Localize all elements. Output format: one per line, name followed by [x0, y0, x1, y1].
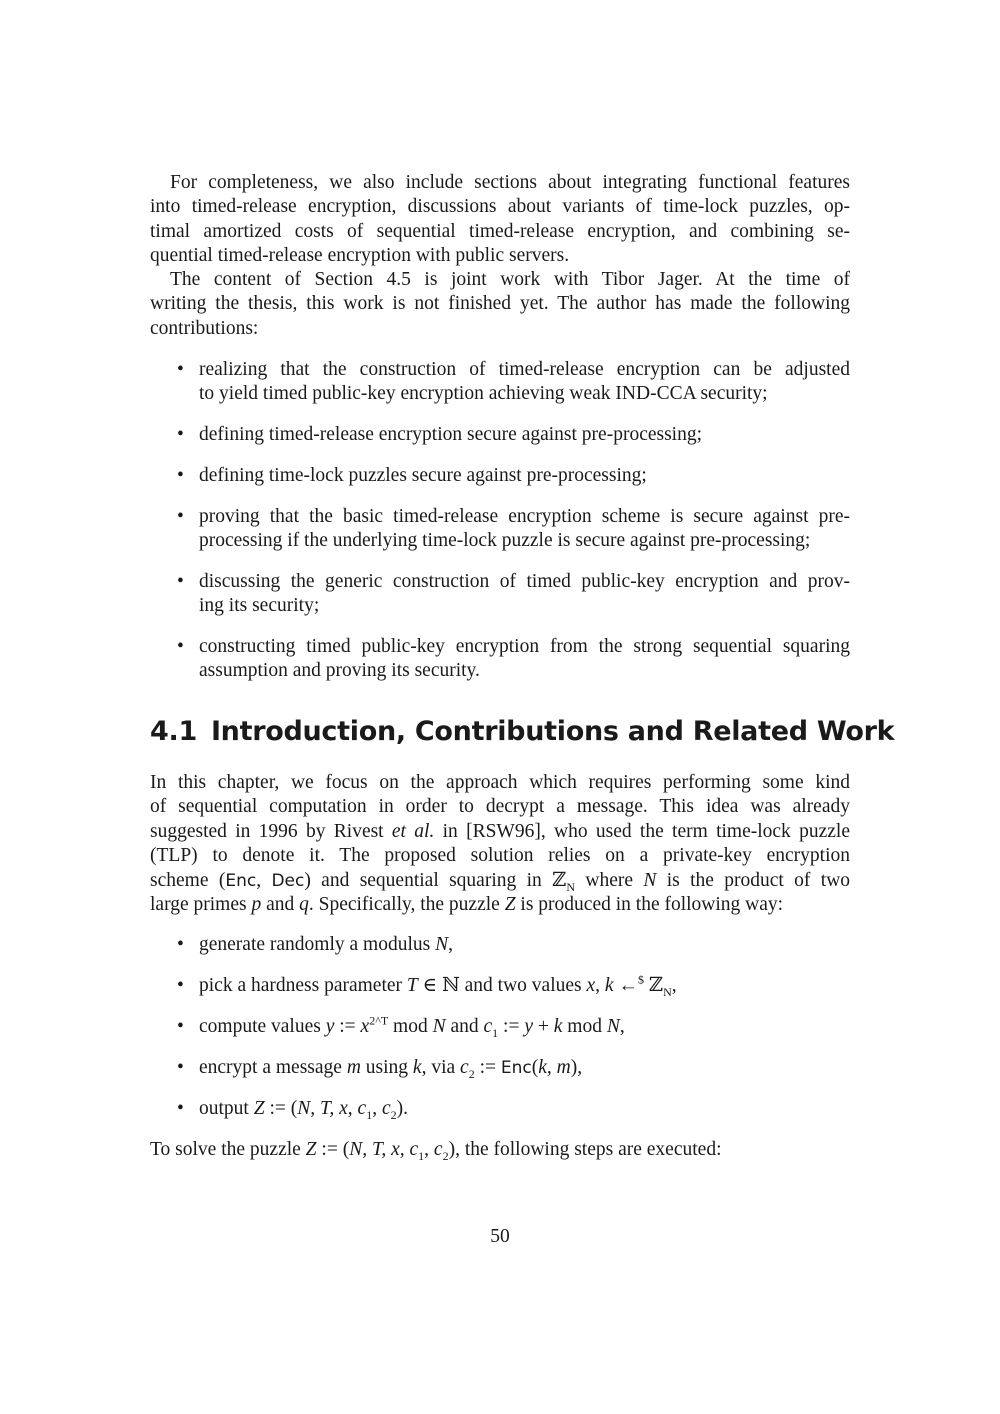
- math-fragment: m: [346, 1057, 361, 1078]
- intro-paragraph-1: [150, 171, 850, 269]
- list-item: [150, 933, 850, 957]
- bullet-icon: •: [177, 359, 184, 380]
- text-line: discussing the generic construction of timed public-key encryption and prov-: [199, 571, 850, 592]
- math-fragment: 2: [390, 1107, 397, 1122]
- math-fragment: Z: [305, 1139, 317, 1160]
- bullet-icon: •: [177, 975, 184, 996]
- list-item: [150, 423, 850, 447]
- list-item-text: [199, 505, 850, 554]
- text-fragment: is the product of two: [656, 869, 851, 891]
- text-fragment: and: [445, 1016, 484, 1037]
- text-fragment: large primes: [150, 893, 252, 915]
- intro-paragraph-2: [150, 268, 850, 341]
- math-fragment: N, T, x, c: [349, 1139, 419, 1160]
- text-fragment: (TLP) to denote it. The proposed solution relies on a private-key encryption: [150, 845, 850, 867]
- text-fragment: ,: [256, 869, 272, 891]
- math-fragment: 2: [442, 1148, 449, 1163]
- text-line: [199, 1056, 850, 1080]
- text-fragment: := (: [264, 1098, 298, 1119]
- algorithm-name: Dec: [271, 870, 305, 891]
- section-heading: [150, 716, 894, 747]
- algorithm-name: Enc: [500, 1058, 532, 1078]
- list-item: [150, 570, 850, 619]
- text-line: [150, 844, 850, 868]
- list-item-text: [199, 464, 850, 488]
- text-line: proving that the basic timed-release encryption scheme is secure against pre-: [199, 506, 850, 527]
- bullet-icon: •: [177, 1098, 184, 1119]
- list-item-text: [199, 423, 850, 447]
- bullet-icon: •: [177, 636, 184, 657]
- text-fragment: :=: [334, 1016, 361, 1037]
- text-fragment: ) and sequential squaring in ℤ: [304, 869, 567, 891]
- text-line: assumption and proving its security.: [199, 660, 480, 682]
- text-fragment: scheme (: [150, 869, 226, 891]
- text-line: contributions:: [150, 317, 259, 339]
- text-fragment: ←: [613, 975, 638, 996]
- list-item-text: [199, 635, 850, 684]
- math-fragment: c: [381, 1098, 391, 1119]
- text-line: constructing timed public-key encryption from the strong sequential squaring: [199, 636, 850, 657]
- math-fragment: N: [606, 1016, 620, 1037]
- section-paragraph: [150, 771, 850, 917]
- text-line: into timed-release encryption, discussions about variants of time-lock puzzles, op-: [150, 196, 850, 218]
- text-fragment: . Specifically, the puzzle: [308, 893, 505, 915]
- text-line: [150, 893, 850, 917]
- bullet-icon: •: [177, 934, 184, 955]
- math-fragment: k: [412, 1057, 422, 1078]
- text-line: defining timed-release encryption secure against pre-processing;: [199, 424, 703, 445]
- text-fragment: of sequential computation in order to decrypt a message. This idea was already: [150, 796, 850, 818]
- text-fragment: where: [575, 869, 644, 891]
- math-fragment: $: [637, 972, 644, 987]
- text-fragment: and: [261, 893, 300, 915]
- math-fragment: N: [566, 879, 576, 894]
- math-fragment: N, T, x, c: [297, 1098, 367, 1119]
- math-fragment: c: [460, 1057, 469, 1078]
- text-fragment: ℤ: [643, 975, 664, 996]
- bullet-icon: •: [177, 465, 184, 486]
- list-item: [150, 974, 850, 998]
- text-fragment: ),: [570, 1057, 583, 1078]
- page-number: 50: [490, 1226, 510, 1247]
- math-fragment: 1: [492, 1025, 499, 1040]
- text-fragment: is produced in the following way:: [515, 893, 784, 915]
- text-line: writing the thesis, this work is not finished yet. The author has made the following: [150, 293, 850, 315]
- list-item-text: [199, 1056, 850, 1080]
- text-line: [199, 1097, 850, 1121]
- math-fragment: N: [643, 869, 657, 891]
- text-fragment: ∈ ℕ and two values: [417, 975, 587, 996]
- list-item: [150, 1097, 850, 1121]
- text-line: [150, 1138, 850, 1162]
- text-fragment: To solve the puzzle: [150, 1139, 306, 1160]
- closing-paragraph: [150, 1138, 850, 1162]
- text-line: [150, 771, 850, 795]
- text-fragment: := (: [316, 1139, 350, 1160]
- math-fragment: Z: [504, 893, 516, 915]
- math-fragment: T: [406, 975, 418, 996]
- text-line: defining time-lock puzzles secure against pre-processing;: [199, 465, 647, 486]
- math-fragment: 2: [468, 1066, 475, 1081]
- text-line: [150, 869, 850, 893]
- math-fragment: k: [553, 1016, 563, 1037]
- bullet-icon: •: [177, 1016, 184, 1037]
- math-fragment: Z: [253, 1098, 265, 1119]
- text-fragment: ), the following steps are executed:: [448, 1139, 722, 1160]
- text-fragment: ).: [396, 1098, 408, 1119]
- text-fragment: encrypt a message: [199, 1057, 347, 1078]
- section-title: Introduction, Contributions and Related Work: [210, 716, 895, 747]
- math-fragment: x: [360, 1016, 370, 1037]
- text-line: [199, 933, 850, 957]
- list-item-text: [199, 1097, 850, 1121]
- bullet-icon: •: [177, 506, 184, 527]
- text-fragment: :=: [474, 1057, 501, 1078]
- text-line: to yield timed public-key encryption achieving weak IND-CCA security;: [199, 383, 768, 405]
- list-item-text: [199, 974, 850, 998]
- algorithm-name: Enc: [225, 870, 257, 891]
- text-line: ing its security;: [199, 595, 320, 617]
- math-fragment: 2^T: [369, 1013, 389, 1028]
- math-fragment: x, k: [586, 975, 614, 996]
- math-fragment: p: [251, 893, 262, 915]
- text-line: quential timed-release encryption with public servers.: [150, 245, 570, 267]
- list-item-text: [199, 358, 850, 407]
- text-fragment: compute values: [199, 1016, 326, 1037]
- text-fragment: pick a hardness parameter: [199, 975, 407, 996]
- math-fragment: k, m: [538, 1057, 571, 1078]
- text-fragment: , via: [421, 1057, 461, 1078]
- text-fragment: generate randomly a modulus: [199, 934, 436, 955]
- list-item-text: [199, 933, 850, 957]
- text-fragment: ,: [619, 1016, 625, 1037]
- math-fragment: c: [433, 1139, 443, 1160]
- text-line: realizing that the construction of timed-release encryption can be adjusted: [199, 359, 850, 380]
- math-fragment: N: [435, 934, 449, 955]
- text-fragment: :=: [498, 1016, 525, 1037]
- text-fragment: in [RSW96], who used the term time-lock puzzle: [434, 820, 850, 842]
- math-fragment: y: [325, 1016, 335, 1037]
- text-line: [150, 795, 850, 819]
- text-fragment: suggested in 1996 by Rivest: [150, 820, 392, 842]
- bullet-icon: •: [177, 424, 184, 445]
- text-fragment: using: [360, 1057, 413, 1078]
- text-fragment: In this chapter, we focus on the approach which requires performing some kind: [150, 772, 850, 793]
- math-fragment: y: [524, 1016, 533, 1037]
- list-item: [150, 464, 850, 488]
- math-fragment: q: [299, 893, 309, 915]
- math-fragment: 1: [366, 1107, 373, 1122]
- math-fragment: et al.: [391, 820, 435, 842]
- text-fragment: ,: [671, 975, 677, 996]
- list-item: [150, 1015, 850, 1039]
- text-line: processing if the underlying time-lock puzzle is secure against pre-processing;: [199, 530, 811, 552]
- math-fragment: c: [483, 1016, 493, 1037]
- list-item-text: [199, 570, 850, 619]
- text-fragment: +: [533, 1016, 554, 1037]
- text-line: [150, 820, 850, 844]
- text-line: [199, 1015, 850, 1039]
- math-fragment: 1: [418, 1148, 425, 1163]
- text-fragment: (: [531, 1057, 539, 1078]
- text-fragment: mod: [562, 1016, 607, 1037]
- math-fragment: N: [432, 1016, 446, 1037]
- text-fragment: ,: [448, 934, 453, 955]
- text-fragment: ,: [372, 1098, 382, 1119]
- list-item: [150, 358, 850, 407]
- text-line: [199, 974, 850, 998]
- bullet-icon: •: [177, 1057, 184, 1078]
- text-line: For completeness, we also include sections about integrating functional features: [170, 172, 850, 193]
- math-fragment: N: [663, 984, 672, 999]
- section-number: 4.1: [150, 716, 197, 747]
- text-fragment: ,: [424, 1139, 434, 1160]
- list-item: [150, 505, 850, 554]
- text-line: The content of Section 4.5 is joint work with Tibor Jager. At the time of: [170, 269, 850, 290]
- list-item: [150, 635, 850, 684]
- bullet-icon: •: [177, 571, 184, 592]
- text-line: timal amortized costs of sequential timed-release encryption, and combining se-: [150, 220, 850, 242]
- text-fragment: output: [199, 1098, 254, 1119]
- text-fragment: mod: [388, 1016, 433, 1037]
- list-item-text: [199, 1015, 850, 1039]
- list-item: [150, 1056, 850, 1080]
